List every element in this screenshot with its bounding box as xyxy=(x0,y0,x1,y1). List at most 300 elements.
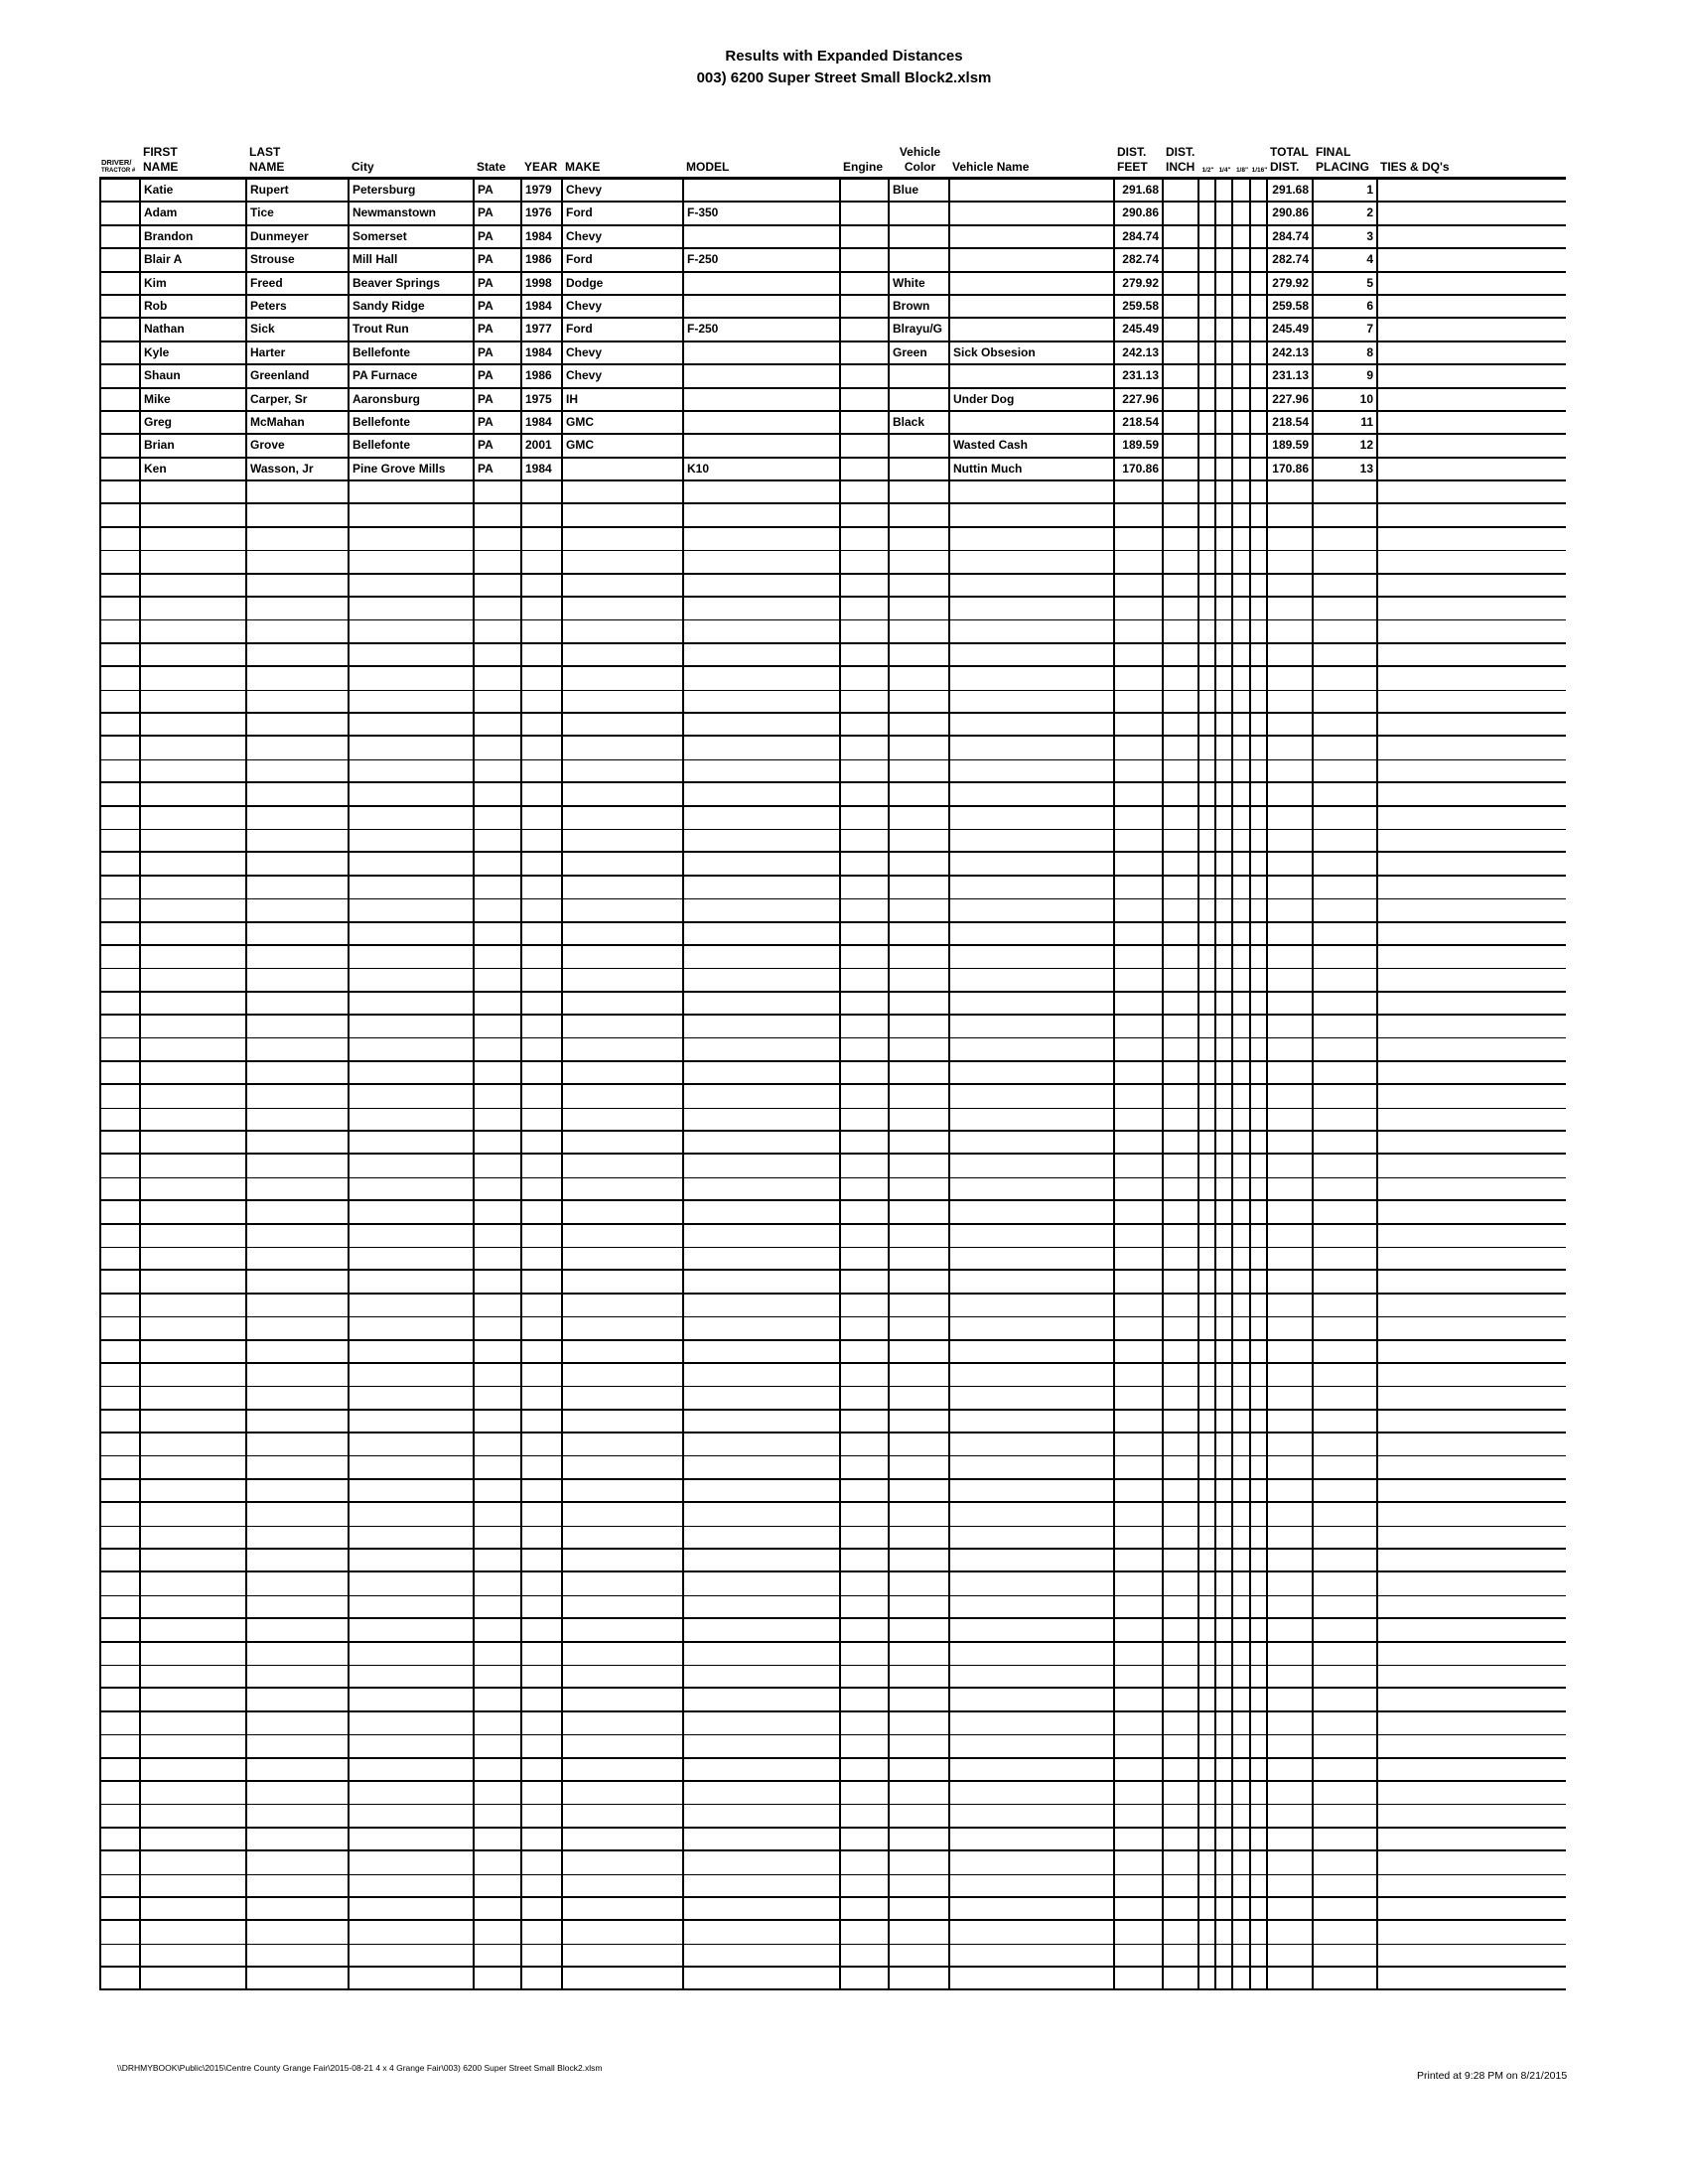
table-row xyxy=(99,203,1566,225)
cell-dist_feet xyxy=(1115,1921,1164,1943)
cell-total xyxy=(1268,620,1314,641)
cell-dist_inch xyxy=(1164,1643,1199,1665)
cell-make xyxy=(563,1829,684,1849)
cell-f4 xyxy=(1251,691,1268,712)
cell-total xyxy=(1268,1062,1314,1083)
cell-engine xyxy=(841,1480,890,1501)
cell-f1 xyxy=(1199,1364,1216,1386)
cell-last: Dunmeyer xyxy=(247,226,350,247)
cell-placing: 1 xyxy=(1314,180,1378,201)
table-row xyxy=(99,1503,1566,1526)
cell-f4 xyxy=(1251,249,1268,270)
table-row xyxy=(99,249,1566,272)
cell-f4 xyxy=(1251,1550,1268,1570)
cell-year xyxy=(522,1433,563,1455)
cell-first: Nathan xyxy=(141,319,247,340)
cell-ties xyxy=(1378,1016,1566,1037)
cell-state xyxy=(475,1945,522,1966)
cell-year xyxy=(522,1851,563,1873)
cell-ties xyxy=(1378,923,1566,944)
cell-year xyxy=(522,1132,563,1153)
cell-vehicle_name xyxy=(950,528,1115,550)
cell-f4 xyxy=(1251,946,1268,968)
cell-f2 xyxy=(1216,1248,1233,1269)
cell-state xyxy=(475,1480,522,1501)
cell-year xyxy=(522,528,563,550)
cell-driver xyxy=(99,459,141,479)
cell-vehicle_name xyxy=(950,412,1115,433)
cell-dist_inch xyxy=(1164,412,1199,433)
cell-state xyxy=(475,714,522,735)
cell-year xyxy=(522,575,563,596)
cell-make xyxy=(563,1480,684,1501)
cell-total xyxy=(1268,528,1314,550)
cell-first xyxy=(141,877,247,898)
cell-vehicle_name xyxy=(950,644,1115,665)
cell-state: PA xyxy=(475,412,522,433)
cell-dist_feet: 282.74 xyxy=(1115,249,1164,270)
cell-driver xyxy=(99,365,141,386)
cell-placing xyxy=(1314,737,1378,758)
table-row xyxy=(99,830,1566,853)
cell-f1 xyxy=(1199,1248,1216,1269)
cell-year xyxy=(522,1898,563,1919)
cell-city xyxy=(350,1271,475,1292)
cell-f4 xyxy=(1251,551,1268,572)
cell-city: Aaronsburg xyxy=(350,389,475,410)
cell-city xyxy=(350,1689,475,1709)
cell-state xyxy=(475,667,522,689)
cell-driver xyxy=(99,620,141,641)
cell-first xyxy=(141,1132,247,1153)
cell-total xyxy=(1268,481,1314,502)
cell-state: PA xyxy=(475,389,522,410)
cell-placing xyxy=(1314,1735,1378,1756)
cell-dist_inch xyxy=(1164,319,1199,340)
cell-state xyxy=(475,1619,522,1640)
cell-state xyxy=(475,1341,522,1362)
cell-first xyxy=(141,1364,247,1386)
cell-vehicle_name xyxy=(950,1619,1115,1640)
cell-dist_feet xyxy=(1115,1527,1164,1548)
cell-engine xyxy=(841,667,890,689)
footer-printed-timestamp: Printed at 9:28 PM on 8/21/2015 xyxy=(1417,2070,1568,2082)
table-row xyxy=(99,1085,1566,1108)
cell-color xyxy=(890,1643,950,1665)
cell-model xyxy=(684,1666,841,1687)
cell-dist_feet xyxy=(1115,1016,1164,1037)
table-row xyxy=(99,389,1566,412)
cell-placing xyxy=(1314,1619,1378,1640)
cell-engine xyxy=(841,1178,890,1199)
cell-dist_feet xyxy=(1115,1062,1164,1083)
cell-color xyxy=(890,1666,950,1687)
cell-vehicle_name xyxy=(950,1225,1115,1247)
cell-ties xyxy=(1378,598,1566,619)
cell-state xyxy=(475,1132,522,1153)
cell-f3 xyxy=(1233,1387,1251,1408)
cell-state xyxy=(475,528,522,550)
cell-placing xyxy=(1314,481,1378,502)
cell-f3 xyxy=(1233,551,1251,572)
table-row xyxy=(99,923,1566,946)
table-row xyxy=(99,365,1566,388)
cell-vehicle_name xyxy=(950,1248,1115,1269)
cell-state xyxy=(475,1596,522,1617)
cell-last xyxy=(247,1456,350,1477)
cell-last xyxy=(247,1085,350,1107)
cell-make xyxy=(563,1109,684,1130)
cell-ties xyxy=(1378,226,1566,247)
cell-first xyxy=(141,504,247,525)
table-row xyxy=(99,1735,1566,1758)
cell-f2 xyxy=(1216,481,1233,502)
cell-f2 xyxy=(1216,1550,1233,1570)
cell-f4 xyxy=(1251,1364,1268,1386)
cell-model xyxy=(684,1085,841,1107)
cell-total xyxy=(1268,1829,1314,1849)
cell-make xyxy=(563,1248,684,1269)
cell-dist_feet: 290.86 xyxy=(1115,203,1164,223)
cell-state: PA xyxy=(475,319,522,340)
cell-engine xyxy=(841,296,890,317)
cell-dist_inch xyxy=(1164,1712,1199,1734)
cell-total xyxy=(1268,923,1314,944)
cell-ties xyxy=(1378,528,1566,550)
cell-year xyxy=(522,714,563,735)
cell-total xyxy=(1268,1433,1314,1455)
cell-dist_inch xyxy=(1164,1851,1199,1873)
cell-f1 xyxy=(1199,667,1216,689)
cell-first xyxy=(141,1317,247,1338)
cell-year xyxy=(522,481,563,502)
cell-first xyxy=(141,575,247,596)
cell-driver xyxy=(99,504,141,525)
cell-placing xyxy=(1314,1782,1378,1804)
cell-total xyxy=(1268,1132,1314,1153)
cell-year xyxy=(522,783,563,804)
cell-driver xyxy=(99,1155,141,1176)
cell-make xyxy=(563,1572,684,1594)
cell-ties xyxy=(1378,1155,1566,1176)
cell-first: Kyle xyxy=(141,342,247,363)
cell-dist_feet xyxy=(1115,1782,1164,1804)
cell-placing xyxy=(1314,1666,1378,1687)
cell-model xyxy=(684,899,841,920)
cell-dist_feet: 218.54 xyxy=(1115,412,1164,433)
cell-color xyxy=(890,807,950,829)
cell-year xyxy=(522,1456,563,1477)
cell-f1 xyxy=(1199,853,1216,874)
cell-f2 xyxy=(1216,249,1233,270)
cell-model xyxy=(684,1945,841,1966)
cell-last: Freed xyxy=(247,273,350,294)
cell-f2 xyxy=(1216,1805,1233,1826)
cell-make xyxy=(563,1921,684,1943)
cell-f3 xyxy=(1233,1411,1251,1432)
cell-placing xyxy=(1314,504,1378,525)
cell-state: PA xyxy=(475,435,522,456)
cell-total xyxy=(1268,899,1314,920)
cell-driver xyxy=(99,1132,141,1153)
cell-f1 xyxy=(1199,551,1216,572)
table-row xyxy=(99,946,1566,969)
table-row xyxy=(99,1805,1566,1828)
cell-model: F-250 xyxy=(684,319,841,340)
cell-engine xyxy=(841,1712,890,1734)
cell-first: Adam xyxy=(141,203,247,223)
cell-engine xyxy=(841,737,890,758)
table-row xyxy=(99,1062,1566,1085)
table-row xyxy=(99,1619,1566,1642)
cell-f1 xyxy=(1199,993,1216,1014)
cell-dist_feet xyxy=(1115,1666,1164,1687)
table-row xyxy=(99,1527,1566,1550)
cell-color xyxy=(890,667,950,689)
header-last-name: LAST NAME xyxy=(249,145,285,174)
cell-f2 xyxy=(1216,830,1233,851)
cell-color xyxy=(890,1503,950,1525)
cell-driver xyxy=(99,807,141,829)
cell-state xyxy=(475,551,522,572)
cell-last: Grove xyxy=(247,435,350,456)
cell-city xyxy=(350,1735,475,1756)
cell-f2 xyxy=(1216,993,1233,1014)
cell-f1 xyxy=(1199,412,1216,433)
cell-first: Brandon xyxy=(141,226,247,247)
cell-f3 xyxy=(1233,1341,1251,1362)
cell-f2 xyxy=(1216,1666,1233,1687)
table-row xyxy=(99,1782,1566,1805)
cell-f3 xyxy=(1233,1503,1251,1525)
cell-color xyxy=(890,203,950,223)
cell-first xyxy=(141,1038,247,1059)
cell-model xyxy=(684,1735,841,1756)
cell-vehicle_name xyxy=(950,1295,1115,1316)
cell-make: Chevy xyxy=(563,226,684,247)
cell-placing xyxy=(1314,1038,1378,1059)
cell-ties xyxy=(1378,296,1566,317)
report-title-line1: Results with Expanded Distances xyxy=(725,48,963,65)
cell-color xyxy=(890,923,950,944)
cell-dist_feet xyxy=(1115,1689,1164,1709)
cell-first: Blair A xyxy=(141,249,247,270)
cell-year xyxy=(522,598,563,619)
cell-f3 xyxy=(1233,853,1251,874)
cell-model xyxy=(684,412,841,433)
cell-model xyxy=(684,1921,841,1943)
cell-placing xyxy=(1314,1016,1378,1037)
cell-dist_inch xyxy=(1164,273,1199,294)
header-make: MAKE xyxy=(565,160,601,174)
cell-model xyxy=(684,969,841,990)
cell-first: Shaun xyxy=(141,365,247,386)
cell-dist_feet xyxy=(1115,1132,1164,1153)
cell-make xyxy=(563,1759,684,1780)
cell-city xyxy=(350,830,475,851)
cell-total: 231.13 xyxy=(1268,365,1314,386)
table-row xyxy=(99,1851,1566,1874)
cell-f3 xyxy=(1233,1109,1251,1130)
cell-color xyxy=(890,1038,950,1059)
cell-city xyxy=(350,1132,475,1153)
cell-city xyxy=(350,877,475,898)
cell-f2 xyxy=(1216,1851,1233,1873)
cell-f2 xyxy=(1216,899,1233,920)
cell-dist_inch xyxy=(1164,1619,1199,1640)
cell-ties xyxy=(1378,1038,1566,1059)
cell-f3 xyxy=(1233,1016,1251,1037)
cell-f4 xyxy=(1251,1433,1268,1455)
cell-state xyxy=(475,598,522,619)
cell-city xyxy=(350,1527,475,1548)
cell-model xyxy=(684,481,841,502)
cell-ties xyxy=(1378,1945,1566,1966)
cell-color xyxy=(890,1109,950,1130)
cell-f3 xyxy=(1233,1898,1251,1919)
cell-state: PA xyxy=(475,226,522,247)
cell-vehicle_name xyxy=(950,1016,1115,1037)
cell-year xyxy=(522,667,563,689)
cell-driver xyxy=(99,899,141,920)
cell-driver xyxy=(99,1712,141,1734)
cell-model xyxy=(684,993,841,1014)
cell-placing xyxy=(1314,830,1378,851)
cell-make xyxy=(563,1550,684,1570)
cell-state xyxy=(475,1527,522,1548)
cell-color xyxy=(890,1178,950,1199)
cell-model xyxy=(684,1829,841,1849)
cell-driver xyxy=(99,1062,141,1083)
cell-f1 xyxy=(1199,319,1216,340)
cell-year: 1984 xyxy=(522,412,563,433)
cell-f3 xyxy=(1233,1527,1251,1548)
cell-last: Wasson, Jr xyxy=(247,459,350,479)
cell-model xyxy=(684,807,841,829)
cell-state xyxy=(475,1829,522,1849)
cell-f1 xyxy=(1199,1201,1216,1222)
table-row xyxy=(99,1364,1566,1387)
cell-f1 xyxy=(1199,459,1216,479)
cell-dist_feet xyxy=(1115,1712,1164,1734)
cell-dist_feet xyxy=(1115,714,1164,735)
cell-model xyxy=(684,598,841,619)
table-row xyxy=(99,1155,1566,1177)
cell-f2 xyxy=(1216,1712,1233,1734)
cell-color xyxy=(890,1527,950,1548)
cell-first xyxy=(141,691,247,712)
cell-first: Mike xyxy=(141,389,247,410)
cell-model xyxy=(684,1550,841,1570)
cell-city xyxy=(350,620,475,641)
cell-dist_feet xyxy=(1115,1945,1164,1966)
cell-dist_inch xyxy=(1164,226,1199,247)
table-row xyxy=(99,1225,1566,1248)
table-row xyxy=(99,575,1566,598)
cell-f4 xyxy=(1251,1085,1268,1107)
cell-color xyxy=(890,853,950,874)
cell-f1 xyxy=(1199,1921,1216,1943)
cell-dist_feet xyxy=(1115,1759,1164,1780)
cell-f1 xyxy=(1199,1945,1216,1966)
cell-placing: 3 xyxy=(1314,226,1378,247)
cell-last xyxy=(247,1248,350,1269)
cell-state xyxy=(475,1317,522,1338)
cell-f3 xyxy=(1233,459,1251,479)
cell-f2 xyxy=(1216,1596,1233,1617)
cell-year xyxy=(522,504,563,525)
cell-vehicle_name xyxy=(950,1851,1115,1873)
cell-model xyxy=(684,1527,841,1548)
cell-make xyxy=(563,1968,684,1988)
cell-f3 xyxy=(1233,1085,1251,1107)
cell-state xyxy=(475,1735,522,1756)
cell-total xyxy=(1268,1411,1314,1432)
cell-placing xyxy=(1314,807,1378,829)
cell-f3 xyxy=(1233,760,1251,781)
cell-f4 xyxy=(1251,853,1268,874)
cell-model: F-250 xyxy=(684,249,841,270)
cell-placing xyxy=(1314,783,1378,804)
cell-state: PA xyxy=(475,365,522,386)
cell-make xyxy=(563,1433,684,1455)
cell-dist_feet: 245.49 xyxy=(1115,319,1164,340)
cell-ties xyxy=(1378,1572,1566,1594)
cell-year xyxy=(522,1341,563,1362)
cell-vehicle_name xyxy=(950,1364,1115,1386)
cell-city: Trout Run xyxy=(350,319,475,340)
cell-dist_inch xyxy=(1164,1271,1199,1292)
cell-color xyxy=(890,993,950,1014)
cell-city xyxy=(350,528,475,550)
cell-model xyxy=(684,365,841,386)
cell-total xyxy=(1268,1689,1314,1709)
cell-vehicle_name: Wasted Cash xyxy=(950,435,1115,456)
cell-f4 xyxy=(1251,1735,1268,1756)
cell-dist_inch xyxy=(1164,435,1199,456)
cell-last xyxy=(247,644,350,665)
table-row xyxy=(99,1898,1566,1921)
cell-engine xyxy=(841,1851,890,1873)
cell-f1 xyxy=(1199,249,1216,270)
cell-total: 242.13 xyxy=(1268,342,1314,363)
cell-placing xyxy=(1314,528,1378,550)
header-state: State xyxy=(477,160,506,174)
cell-f1 xyxy=(1199,899,1216,920)
cell-year xyxy=(522,1666,563,1687)
cell-state xyxy=(475,946,522,968)
header-eighth-inch: 1/8" xyxy=(1235,167,1249,174)
cell-last xyxy=(247,1201,350,1222)
cell-ties xyxy=(1378,830,1566,851)
table-row xyxy=(99,551,1566,574)
cell-f1 xyxy=(1199,1898,1216,1919)
cell-make xyxy=(563,899,684,920)
cell-placing xyxy=(1314,1851,1378,1873)
cell-driver xyxy=(99,1968,141,1988)
cell-dist_feet xyxy=(1115,1596,1164,1617)
cell-year xyxy=(522,1178,563,1199)
cell-model xyxy=(684,551,841,572)
cell-f4 xyxy=(1251,760,1268,781)
cell-state xyxy=(475,1411,522,1432)
cell-city xyxy=(350,1016,475,1037)
cell-f4 xyxy=(1251,1666,1268,1687)
cell-vehicle_name xyxy=(950,1805,1115,1826)
table-row xyxy=(99,737,1566,759)
cell-make xyxy=(563,1643,684,1665)
cell-f1 xyxy=(1199,1016,1216,1037)
